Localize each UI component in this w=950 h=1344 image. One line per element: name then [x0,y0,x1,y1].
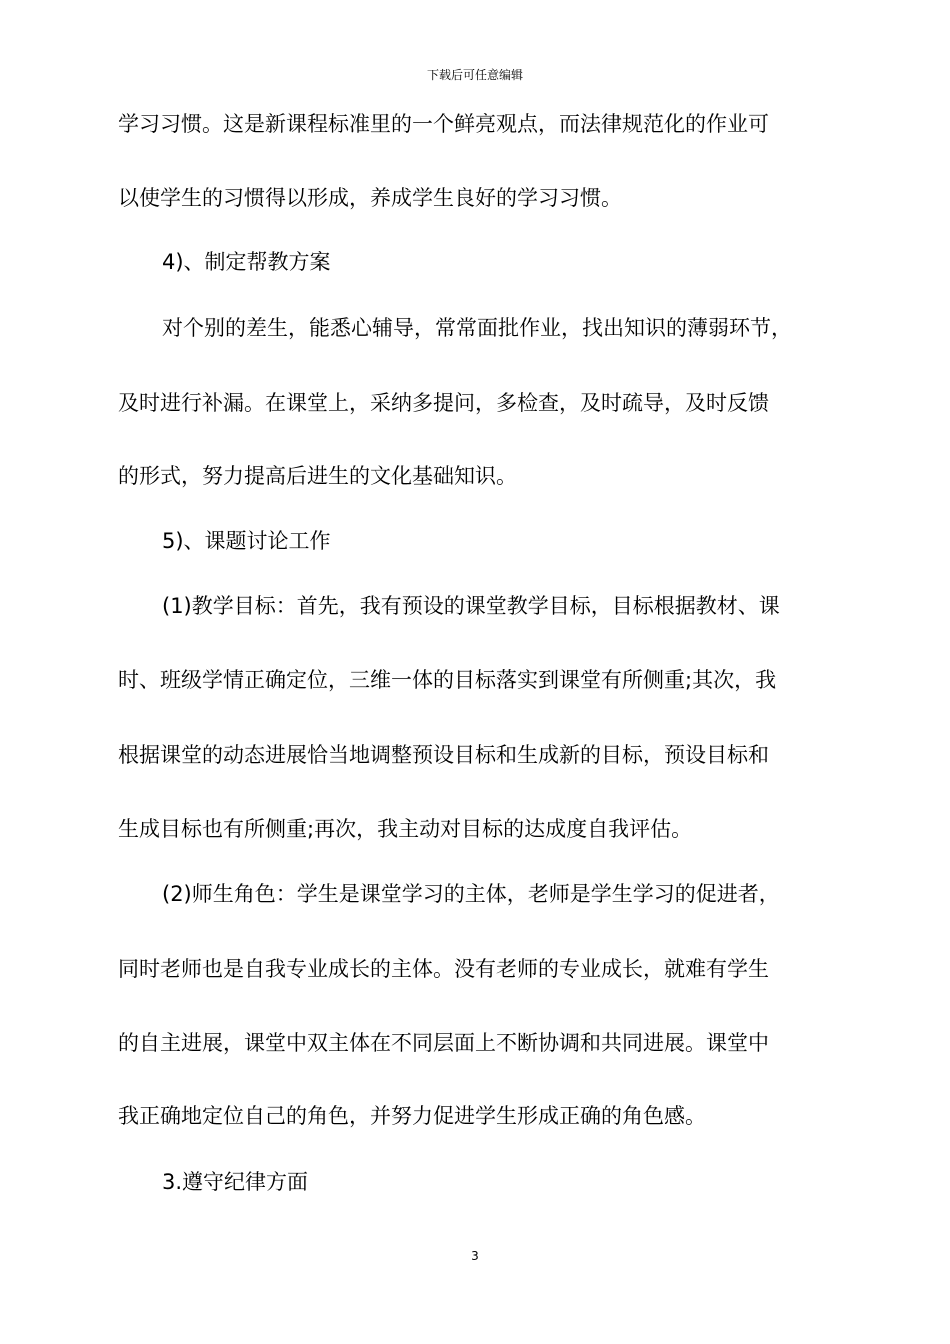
page-number: 3 [471,1249,479,1263]
body-text-line: (2)师生角色：学生是课堂学习的主体，老师是学生学习的促进者， [162,882,780,906]
body-text-line: 学习习惯。这是新课程标准里的一个鲜亮观点，而法律规范化的作业可 [118,112,769,136]
body-text-line: 的自主进展，课堂中双主体在不同层面上不断协调和共同进展。课堂中 [118,1031,769,1055]
body-text-line: 时、班级学情正确定位，三维一体的目标落实到课堂有所侧重;其次，我 [118,668,777,692]
body-text-line: (1)教学目标：首先，我有预设的课堂教学目标，目标根据教材、课 [162,594,780,618]
body-text-line: 生成目标也有所侧重;再次，我主动对目标的达成度自我评估。 [118,817,693,841]
body-text-line: 对个别的差生，能悉心辅导，常常面批作业，找出知识的薄弱环节， [162,316,792,340]
body-text-line: 以使学生的习惯得以形成，养成学生良好的学习习惯。 [118,186,622,210]
section-heading: 3.遵守纪律方面 [162,1170,309,1194]
body-text-line: 的形式，努力提高后进生的文化基础知识。 [118,464,517,488]
page-header: 下载后可任意编辑 [426,68,523,82]
body-text-line: 我正确地定位自己的角色，并努力促进学生形成正确的角色感。 [118,1104,706,1128]
section-heading: 5)、课题讨论工作 [162,529,331,553]
body-text-line: 同时老师也是自我专业成长的主体。没有老师的专业成长，就难有学生 [118,957,769,981]
section-heading: 4)、制定帮教方案 [162,250,331,274]
body-text-line: 根据课堂的动态进展恰当地调整预设目标和生成新的目标，预设目标和 [118,743,769,767]
body-text-line: 及时进行补漏。在课堂上，采纳多提问，多检查，及时疏导，及时反馈 [118,391,769,415]
